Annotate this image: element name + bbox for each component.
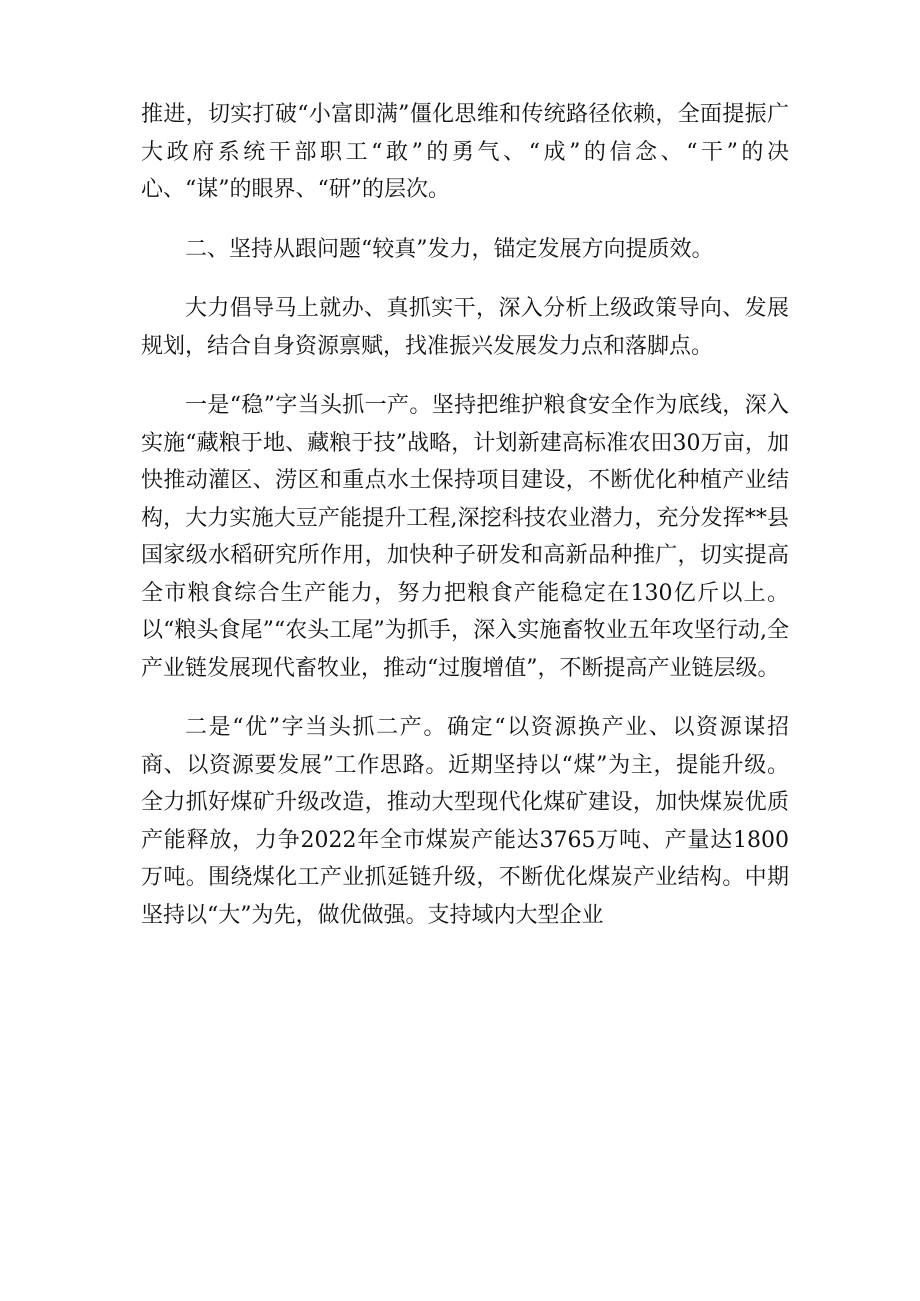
document-body bbox=[141, 96, 789, 934]
paragraph-secondary-industry: 二是“优”字当头抓二产。确定“以资源换产业、以资源谋招商、以资源要发展”工作思路。近期坚持以“煤”为主，提能升级。全力抓好煤矿升级改造，推动大型现代化煤矿建设，加快煤炭优质产能释放，力争2022年全市煤炭产能达3765万吨、产量达1800万吨。围绕煤化工产业抓延链升级，不断优化煤炭产业结构。中期坚持以“大”为先，做优做强。支持域内大型企业 bbox=[141, 715, 789, 928]
section-heading: 二、坚持从跟问题“较真”发力，锚定发展方向提质效。 bbox=[185, 236, 714, 262]
paragraph-intro: 大力倡导马上就办、真抓实干，深入分析上级政策导向、发展规划，结合自身资源禀赋，找准振兴发展发力点和落脚点。 bbox=[141, 296, 789, 359]
paragraph-continuation: 推进，切实打破“小富即满”僵化思维和传统路径依赖，全面提振广大政府系统干部职工“敢”的勇气、“成”的信念、“干”的决心、“谋”的眼界、“研”的层次。 bbox=[141, 102, 789, 202]
paragraph-primary-industry: 一是“稳”字当头抓一产。坚持把维护粮食安全作为底线，深入实施“藏粮于地、藏粮于技”战略，计划新建高标准农田30万亩，加快推动灌区、涝区和重点水土保持项目建设，不断优化种植产业结构，大力实施大豆产能提升工程,深挖科技农业潜力，充分发挥**县国家级水稻研究所作用，加快种子研发和高新品种推广，切实提高全市粮食综合生产能力，努力把粮食产能稳定在130亿斤以上。以“粮头食尾”“农头工尾”为抓手，深入实施畜牧业五年攻坚行动,全产业链发展现代畜牧业，推动“过腹增值”，不断提高产业链层级。 bbox=[141, 393, 789, 681]
